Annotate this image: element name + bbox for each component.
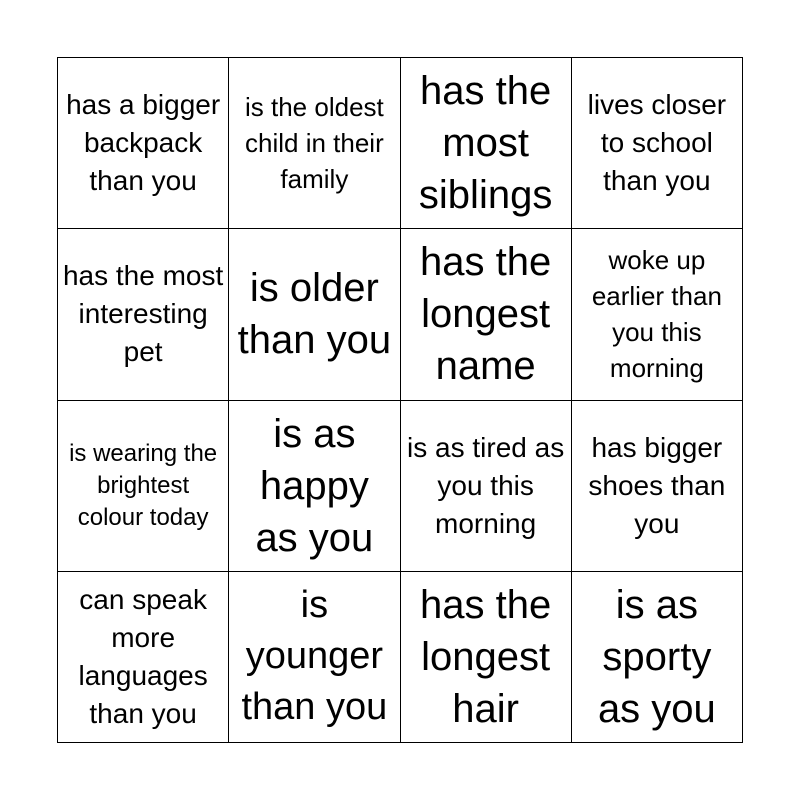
bingo-board	[57, 57, 743, 743]
cell-text: has bigger shoes than you	[588, 431, 726, 539]
bingo-cell[interactable]	[401, 229, 572, 400]
bingo-cell[interactable]	[229, 229, 400, 400]
cell-text: has the most interesting pet	[62, 260, 224, 368]
bingo-cell[interactable]	[572, 572, 743, 743]
bingo-cell[interactable]	[58, 229, 229, 400]
bingo-cell[interactable]	[229, 572, 400, 743]
cell-text: is as tired as you this morning	[407, 431, 565, 539]
cell-text: is the oldest child in their family	[245, 92, 384, 195]
cell-text: is as sporty as you	[597, 582, 716, 731]
cell-text: is older than you	[237, 266, 392, 363]
cell-text: has the longest hair	[420, 582, 552, 731]
bingo-cell[interactable]	[58, 401, 229, 572]
cell-text: lives closer to school than you	[587, 89, 727, 197]
bingo-cell[interactable]	[58, 58, 229, 229]
bingo-cell[interactable]	[572, 58, 743, 229]
bingo-cell[interactable]	[401, 401, 572, 572]
cell-text: has a bigger backpack than you	[66, 89, 221, 197]
bingo-cell[interactable]	[229, 401, 400, 572]
cell-text: woke up earlier than you this morning	[591, 245, 722, 384]
cell-text: has the longest name	[420, 240, 552, 389]
cell-text: has the most siblings	[418, 69, 553, 218]
cell-text: can speak more languages than you	[78, 583, 208, 729]
bingo-cell[interactable]	[58, 572, 229, 743]
bingo-cell[interactable]	[572, 229, 743, 400]
cell-text: is wearing the brightest colour today	[69, 439, 218, 531]
cell-text: is younger than you	[241, 584, 388, 729]
bingo-cell[interactable]	[401, 58, 572, 229]
bingo-cell[interactable]	[229, 58, 400, 229]
bingo-cell[interactable]	[401, 572, 572, 743]
cell-text: is as happy as you	[255, 411, 374, 560]
bingo-cell[interactable]	[572, 401, 743, 572]
